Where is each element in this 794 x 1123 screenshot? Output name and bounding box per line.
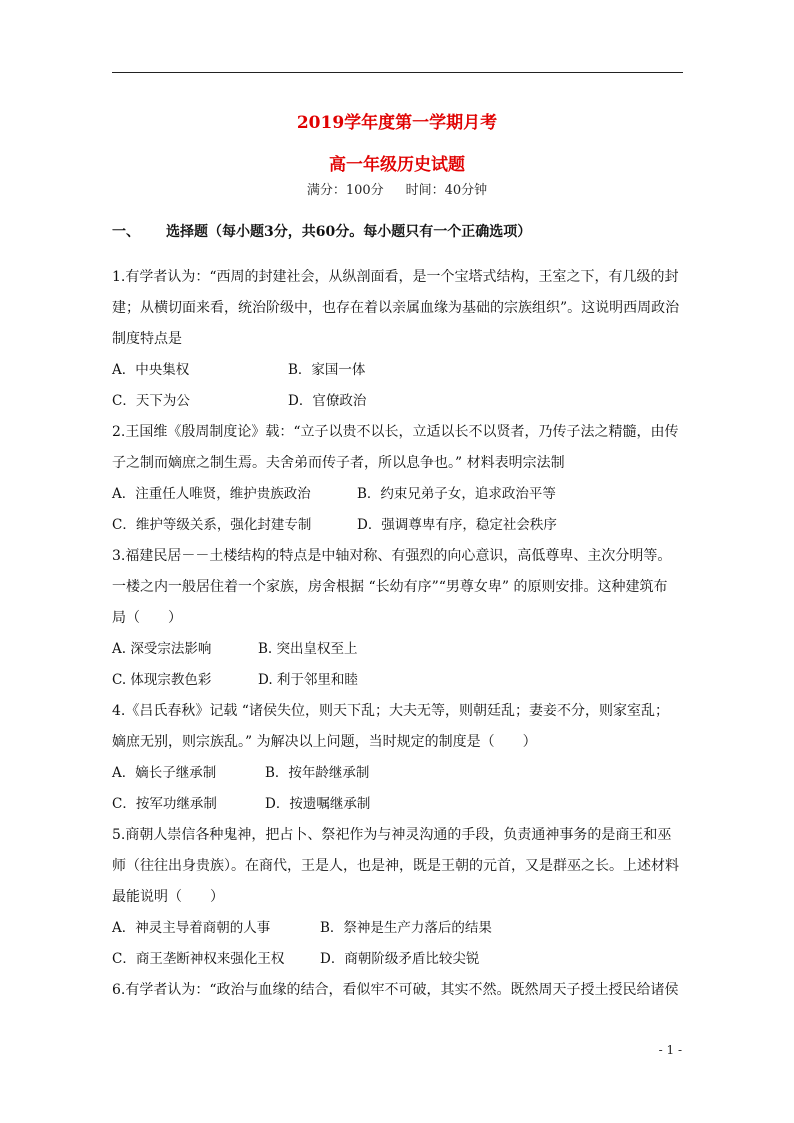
question-item <box>112 975 684 1006</box>
option-row <box>112 944 684 975</box>
question-text-line: 最能说明（ ） <box>112 889 224 905</box>
question-text-line: 6.有学者认为：“政治与血缘的结合，看似牢不可破，其实不然。既然周天子授土授民给诸侯 <box>112 982 679 998</box>
question-text-line: 嫡庶无别，则宗族乱。” 为解决以上问题，当时规定的制度是（ ） <box>112 734 537 750</box>
answer-option: B．约束兄弟子女，追求政治平等 <box>357 486 556 502</box>
answer-option: A．注重任人唯贤，维护贵族政治 <box>112 486 311 502</box>
option-row <box>112 386 684 417</box>
option-row <box>112 479 684 510</box>
option-row <box>112 355 684 386</box>
answer-option: D．商朝阶级矛盾比较尖锐 <box>320 951 480 967</box>
answer-option: B．家国一体 <box>288 362 366 378</box>
question-item <box>112 541 684 696</box>
option-row <box>112 665 684 696</box>
question-text-line: 子之制而嫡庶之制生焉。夫舍弟而传子者，所以息争也。” 材料表明宗法制 <box>112 455 565 471</box>
section-title: 选择题（每小题3分，共60分。每小题只有一个正确选项） <box>166 224 532 240</box>
question-text-line: 师（往往出身贵族）。在商代，王是人，也是神，既是王朝的元首，又是群巫之长。上述材料 <box>112 858 679 874</box>
section-number: 一、 <box>112 224 140 240</box>
question-text-line: 4.《吕氏春秋》记载 “诸侯失位，则天下乱；大夫无等，则朝廷乱；妻妾不分，则家室乱； <box>112 703 669 719</box>
question-text-line: 5.商朝人崇信各种鬼神，把占卜、祭祀作为与神灵沟通的手段，负责通神事务的是商王和巫 <box>112 827 672 843</box>
question-text-line: 1.有学者认为：“西周的封建社会，从纵剖面看，是一个宝塔式结构，王室之下，有几级的封 <box>112 269 679 285</box>
option-row <box>112 758 684 789</box>
option-row <box>112 634 684 665</box>
answer-option: D．强调尊卑有序，稳定社会秩序 <box>357 517 557 533</box>
option-row <box>112 789 684 820</box>
answer-option: C．天下为公 <box>112 393 190 409</box>
question-text-line: 制度特点是 <box>112 331 182 347</box>
header-rule <box>112 72 683 73</box>
question-text-line: 建；从横切面来看，统治阶级中，也存在着以亲属血缘为基础的宗族组织”。这说明西周政治 <box>112 300 680 316</box>
page-number: - 1 - <box>658 1043 682 1057</box>
answer-option: D．按遗嘱继承制 <box>265 796 371 812</box>
option-row <box>112 913 684 944</box>
exam-meta <box>0 179 794 198</box>
question-list <box>112 262 684 1006</box>
answer-option: B. 突出皇权至上 <box>258 641 358 657</box>
answer-option: A．中央集权 <box>112 362 190 378</box>
exam-subtitle: 高一年级历史试题 <box>329 155 465 175</box>
time-text: 时间：40分钟 <box>405 183 488 198</box>
question-item <box>112 696 684 820</box>
option-row <box>112 510 684 541</box>
exam-title: 2019学年度第一学期月考 <box>296 113 498 133</box>
section-heading <box>112 221 531 241</box>
answer-option: A．神灵主导着商朝的人事 <box>112 920 271 936</box>
question-text-line: 一楼之内一般居住着一个家族，房舍根据 “长幼有序”“男尊女卑” 的原则安排。这种建筑布 <box>112 579 668 595</box>
answer-option: C．维护等级关系，强化封建专制 <box>112 517 312 533</box>
question-text-line: 3.福建民居－－土楼结构的特点是中轴对称、有强烈的向心意识，高低尊卑、主次分明等。 <box>112 548 672 564</box>
answer-option: B．祭神是生产力落后的结果 <box>320 920 492 936</box>
question-item <box>112 262 684 417</box>
answer-option: D．官僚政治 <box>288 393 367 409</box>
answer-option: A．嫡长子继承制 <box>112 765 217 781</box>
question-item <box>112 820 684 975</box>
answer-option: B．按年龄继承制 <box>265 765 370 781</box>
answer-option: C．按军功继承制 <box>112 796 217 812</box>
question-text-line: 2.王国维《殷周制度论》载：“立子以贵不以长，立适以长不以贤者，乃传子法之精髓，由传 <box>112 424 679 440</box>
answer-option: C. 体现宗教色彩 <box>112 672 212 688</box>
answer-option: C．商王垄断神权来强化王权 <box>112 951 285 967</box>
question-item <box>112 417 684 541</box>
score-text: 满分：100分 <box>306 183 384 198</box>
answer-option: A. 深受宗法影响 <box>112 641 212 657</box>
question-text-line: 局（ ） <box>112 610 182 626</box>
answer-option: D. 利于邻里和睦 <box>258 672 358 688</box>
